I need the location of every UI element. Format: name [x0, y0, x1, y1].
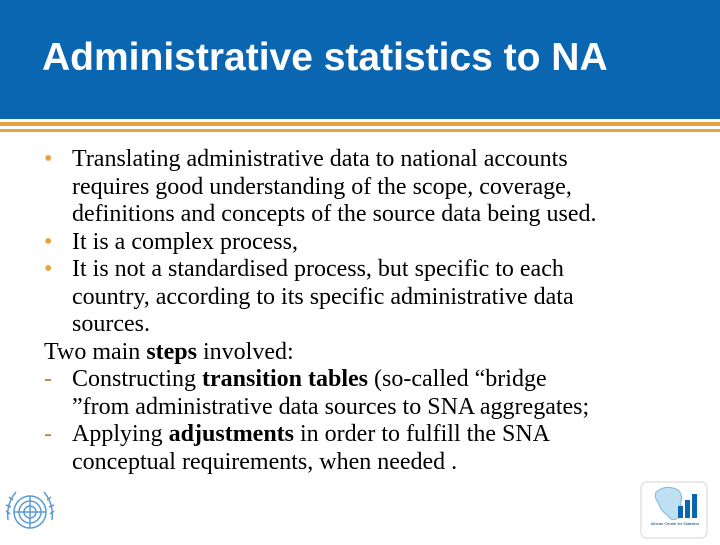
bullet-text: It is not a standardised process, but specific to each [72, 256, 564, 282]
bullet-continuation: sources. [72, 311, 150, 337]
slide-title: Administrative statistics to NA [42, 36, 608, 79]
step-tail: in order to fulfill the SNA [294, 421, 550, 447]
bullet-continuation: definitions and concepts of the source data being used. [72, 201, 597, 227]
bullet-marker: • [44, 256, 53, 282]
bullet-continuation: country, according to its specific administrative data [72, 283, 574, 310]
step-text: Applying [72, 421, 169, 447]
steps-intro-text: Two main [44, 338, 147, 365]
acs-logo-text: African Centre for Statistics [650, 521, 700, 526]
step-bold: adjustments [168, 421, 295, 447]
step-text: Constructing [72, 366, 202, 392]
steps-intro-bold: steps [146, 338, 197, 365]
acs-logo-icon [640, 480, 708, 540]
bullet-item [44, 229, 704, 257]
step-marker: - [44, 366, 52, 392]
steps-intro-tail: involved: [196, 338, 294, 365]
bullet-item [44, 256, 704, 284]
step-marker: - [44, 421, 52, 447]
step-continuation: ”from administrative data sources to SNA aggregates; [72, 393, 590, 420]
title-bar [0, 0, 720, 119]
step-bold: transition tables [202, 366, 369, 392]
bullet-text: It is a complex process, [72, 228, 298, 255]
step-continuation: conceptual requirements, when needed . [72, 448, 458, 475]
step-item [44, 421, 704, 449]
step-tail: (so-called “bridge [368, 366, 547, 392]
bullet-item [44, 146, 704, 174]
slide-body [44, 146, 704, 476]
bullet-marker: • [44, 146, 53, 172]
un-emblem-logo [0, 480, 60, 540]
step-item [44, 366, 704, 394]
accent-stripe-bottom [0, 129, 720, 132]
bullet-marker: • [44, 228, 53, 255]
steps-intro [44, 339, 704, 367]
bullet-continuation: requires good understanding of the scope, coverage, [72, 173, 572, 200]
bullet-text: Translating administrative data to national accounts [72, 146, 568, 172]
acs-logo [640, 480, 708, 540]
